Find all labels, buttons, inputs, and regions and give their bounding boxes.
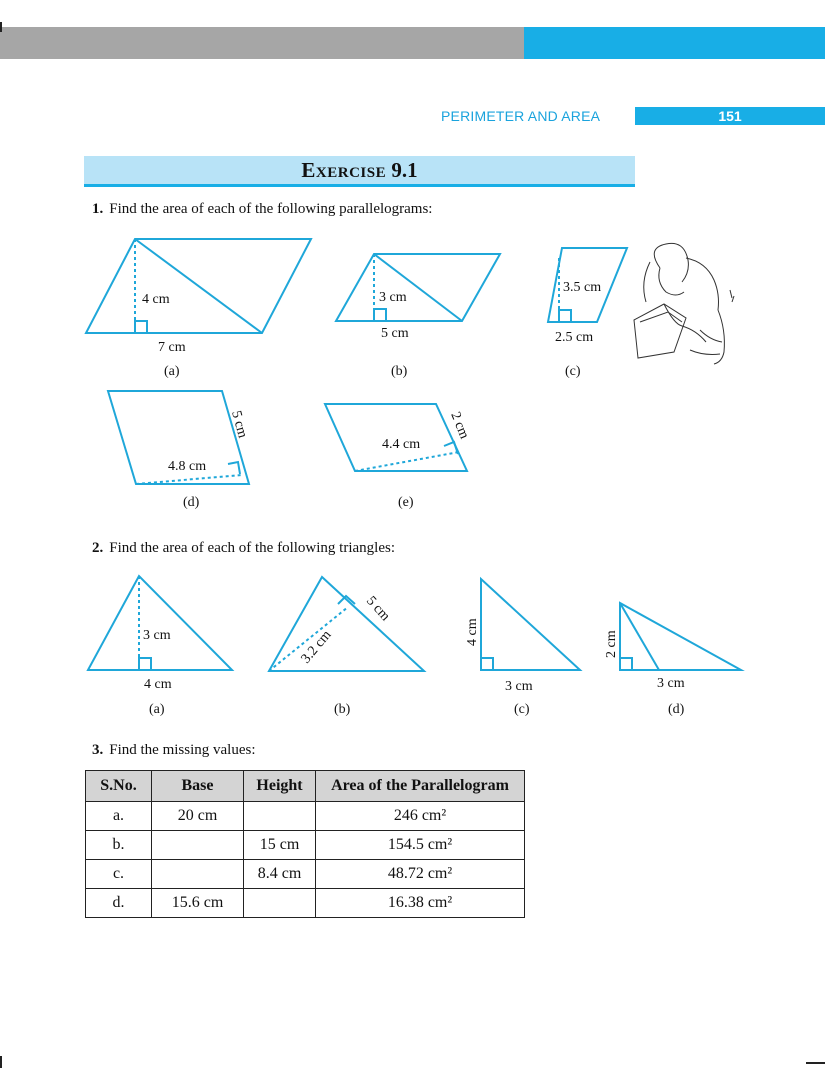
triangle-d [620, 603, 741, 670]
cell-area: 16.38 cm² [316, 889, 525, 918]
triangle-c [481, 579, 580, 670]
cell-sno: c. [86, 860, 152, 889]
tri-b-side-label: 5 cm [363, 593, 393, 625]
triangle-a [88, 576, 232, 670]
crop-mark [0, 1056, 2, 1068]
cell-height [244, 889, 316, 918]
tri-b-caption: (b) [334, 702, 351, 717]
cell-area: 246 cm² [316, 802, 525, 831]
tri-a-base-label: 4 cm [144, 677, 172, 692]
par-e-height-label: 4.4 cm [382, 437, 421, 452]
tri-c-base-label: 3 cm [505, 679, 533, 694]
cell-base: 20 cm [152, 802, 244, 831]
tri-d-base-label: 3 cm [657, 676, 685, 691]
tri-d-caption: (d) [668, 702, 685, 717]
running-title: PERIMETER AND AREA [441, 108, 601, 124]
question-text: Find the missing values: [109, 742, 256, 758]
par-c-caption: (c) [565, 364, 581, 379]
girl-reading-illustration [634, 243, 734, 364]
par-b-caption: (b) [391, 364, 408, 379]
par-d-side-label: 5 cm [228, 409, 250, 440]
table-row [86, 831, 525, 860]
par-a-height-label: 4 cm [142, 292, 170, 307]
tri-b-height-label: 3.2 cm [298, 627, 335, 667]
par-c-base-label: 2.5 cm [555, 330, 594, 345]
par-b-base-label: 5 cm [381, 326, 409, 341]
exercise-word: Exercise [301, 158, 387, 182]
tri-d-height-label: 2 cm [604, 630, 619, 658]
question-number: 1. [92, 201, 104, 217]
triangle-b [269, 577, 424, 671]
par-c-height-label: 3.5 cm [563, 280, 602, 295]
par-e-caption: (e) [398, 495, 414, 510]
tri-a-height-label: 3 cm [143, 628, 171, 643]
cell-area: 48.72 cm² [316, 860, 525, 889]
header-area: Area of the Parallelogram [316, 771, 525, 802]
page-number: 151 [635, 107, 825, 125]
cell-height [244, 802, 316, 831]
question-number: 3. [92, 742, 104, 758]
table-row [86, 860, 525, 889]
cell-base [152, 860, 244, 889]
cell-area: 154.5 cm² [316, 831, 525, 860]
header-sno: S.No. [86, 771, 152, 802]
par-a-base-label: 7 cm [158, 340, 186, 355]
tri-c-caption: (c) [514, 702, 530, 717]
cell-sno: d. [86, 889, 152, 918]
par-b-height-label: 3 cm [379, 290, 407, 305]
par-e-side-label: 2 cm [447, 409, 472, 442]
tri-c-height-label: 4 cm [465, 618, 480, 646]
header-base: Base [152, 771, 244, 802]
table-header-row [86, 771, 525, 802]
question-text: Find the area of each of the following parallelograms: [109, 201, 433, 217]
par-d-height-label: 4.8 cm [168, 459, 207, 474]
table-row [86, 889, 525, 918]
par-d-caption: (d) [183, 495, 200, 510]
header-height: Height [244, 771, 316, 802]
question-number: 2. [92, 540, 104, 556]
cell-base: 15.6 cm [152, 889, 244, 918]
crop-mark [0, 22, 2, 32]
cell-base [152, 831, 244, 860]
par-a-caption: (a) [164, 364, 180, 379]
missing-values-table [85, 770, 525, 918]
tri-a-caption: (a) [149, 702, 165, 717]
parallelogram-a [86, 239, 311, 333]
cell-height: 15 cm [244, 831, 316, 860]
exercise-number: 9.1 [391, 158, 418, 182]
question-text: Find the area of each of the following triangles: [109, 540, 395, 556]
cell-sno: b. [86, 831, 152, 860]
parallelogram-b [336, 254, 500, 321]
cell-sno: a. [86, 802, 152, 831]
table-row [86, 802, 525, 831]
crop-mark [806, 1062, 825, 1064]
cell-height: 8.4 cm [244, 860, 316, 889]
